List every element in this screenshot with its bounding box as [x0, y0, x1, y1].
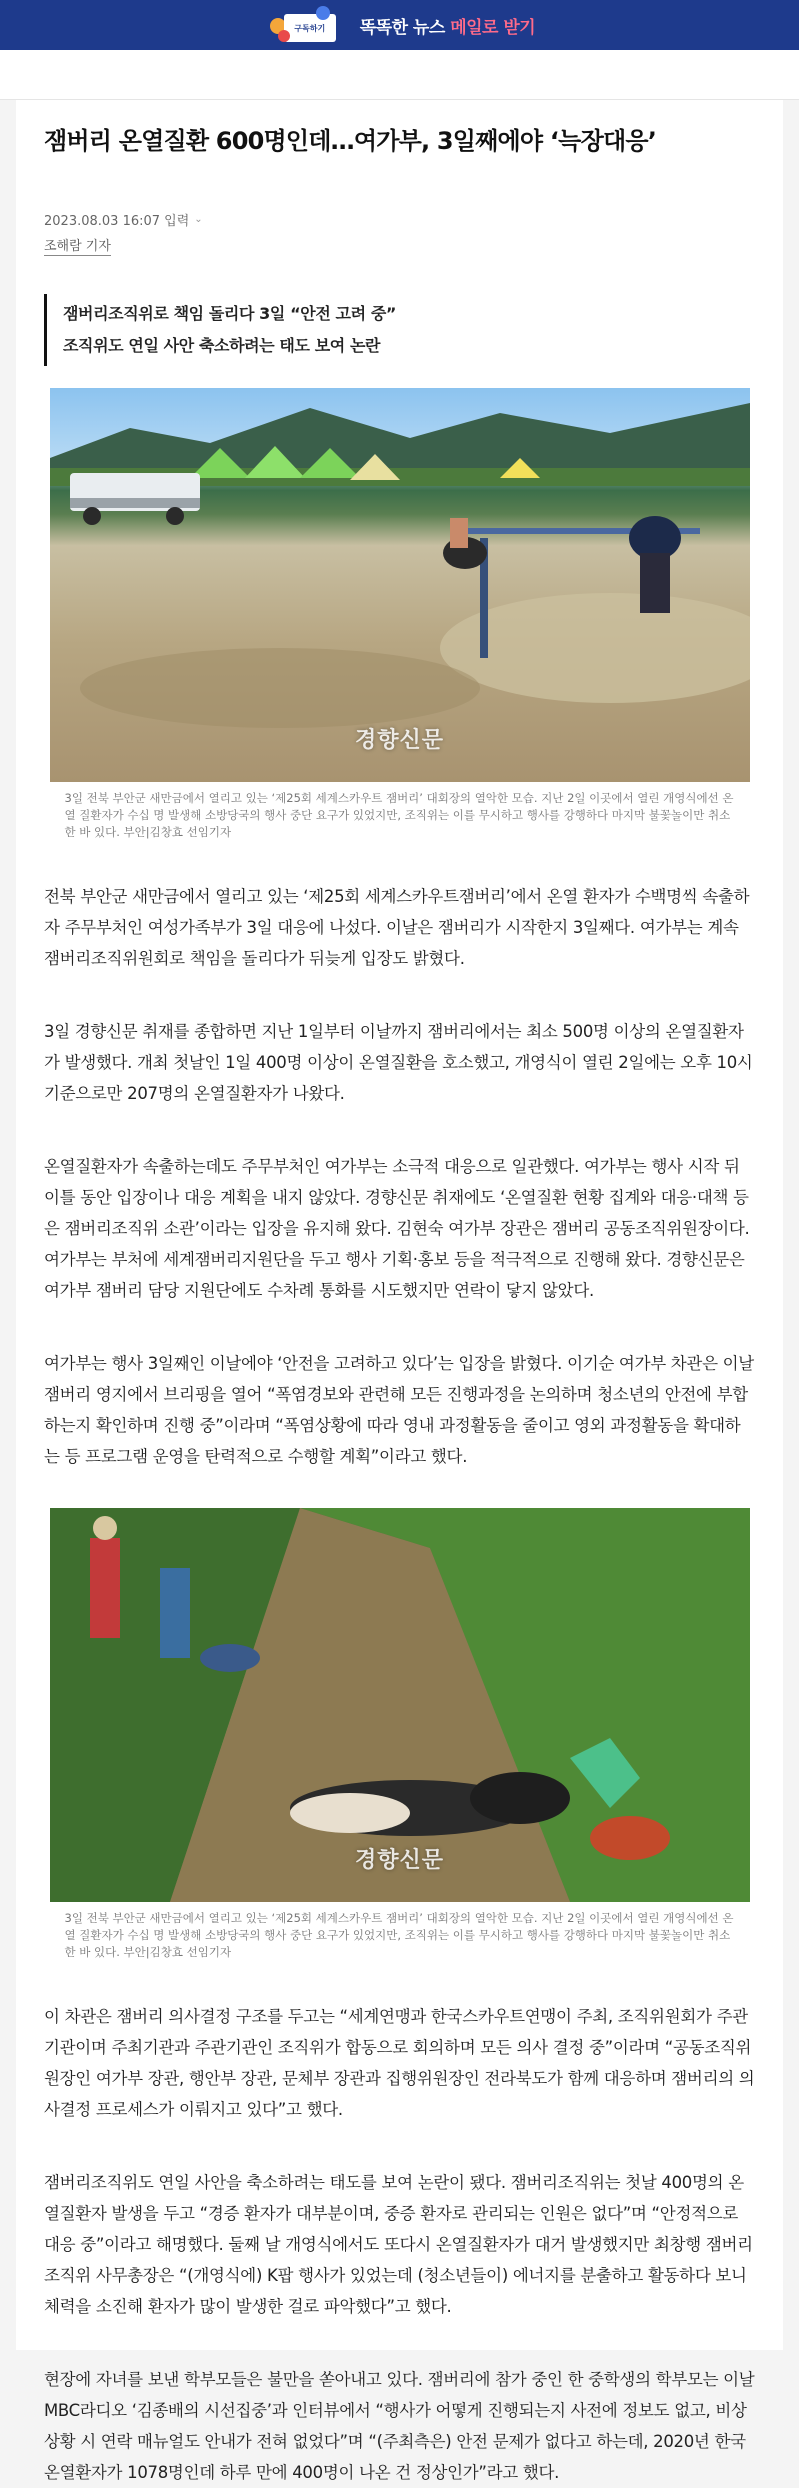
article-paragraph: 전북 부안군 새만금에서 열리고 있는 ‘제25회 세계스카우트잼버리’에서 온열 환자가 수백명씩 속출하자 주무부처인 여성가족부가 3일 대응에 나섰다. 이날은 잼버리가 시작한지 3일째다. 여가부는 계속 잼버리조직위원회로 책임을 돌리다가 뒤늦게 입장도 밝혔다. — [44, 887, 750, 968]
article-paragraph: 온열질환자가 속출하는데도 주무부처인 여가부는 소극적 대응으로 일관했다. 여가부는 행사 시작 뒤 이틀 동안 입장이나 대응 계획을 내지 않았다. 경향신문 취재에도 ‘온열질환 현황 집계와 대응·대책 등은 잼버리조직위 소관’이라는 입장을 유지해 왔다. 김현숙 여가부 장관은 잼버리 공동조직위원장이다. 여가부는 부처에 세계잼버리지원단을 두고 행사 기획·홍보 등을 적극적으로 진행해 왔다. 경향신문은 여가부 잼버리 담당 지원단에도 수차례 통화를 시도했지만 연락이 닿지 않았다. — [44, 1157, 750, 1300]
photo-caption: 3일 전북 부안군 새만금에서 열리고 있는 ‘제25회 세계스카우트 잼버리’ 대회장의 열악한 모습. 지난 2일 이곳에서 열린 개영식에선 온열 질환자가 수십 명 발생해 소방당국의 행사 중단 요구가 있었지만, 조직위는 이를 무시하고 행사를 강행하다 마지막 불꽃놀이만 취소한 바 있다. 부안|김창효 선임기자 — [64, 1911, 734, 1959]
article-byline[interactable]: 조해람 기자 — [44, 235, 111, 256]
banner-text-highlight: 메일로 받기 — [450, 17, 536, 38]
article-summary — [44, 294, 755, 366]
header-spacer — [0, 50, 799, 100]
photo-watermark: 경향신문 — [354, 1848, 445, 1873]
article-paragraph: 이 차관은 잼버리 의사결정 구조를 두고는 “세계연맹과 한국스카우트연맹이 주최, 조직위원회가 주관기관이며 주최기관과 주관기관인 조직위가 합동으로 회의하며 모든 의사 결정 중”이라며 “공동조직위원장인 여가부 장관, 행안부 장관, 문체부 장관과 집행위원장인 전라북도가 함께 대응하며 잼버리의 의사결정 프로세스가 이뤄지고 있다”고 했다. — [44, 2007, 755, 2119]
badge-label: 구독하기 — [284, 14, 336, 42]
article-headline: 잼버리 온열질환 600명인데…여가부, 3일째에야 ‘늑장대응’ — [44, 127, 657, 155]
article-container — [16, 100, 783, 2482]
article-date: 2023.08.03 16:07 입력 — [44, 214, 190, 229]
article-paragraph: 3일 경향신문 취재를 종합하면 지난 1일부터 이날까지 잼버리에서는 최소 500명 이상의 온열질환자가 발생했다. 개최 첫날인 1일 400명 이상이 온열질환을 호소했고, 개영식이 열린 2일에는 오후 10시 기준으로만 207명의 온열질환자가 나왔다. — [44, 1022, 753, 1103]
article-paragraph: 현장에 자녀를 보낸 학부모들은 불만을 쏟아내고 있다. 잼버리에 참가 중인 한 중학생의 학부모는 이날 MBC라디오 ‘김종배의 시선집중’과 인터뷰에서 “행사가 어떻게 진행되는지 사전에 정보도 없고, 비상상황 시 연락 매뉴얼도 안내가 전혀 없었다”며 “(주최측은) 안전 문제가 없다고 하는데, 2020년 한국 온열환자가 1078명인데 하루 만에 400명이 나온 건 정상인가”라고 했다. — [44, 2370, 755, 2482]
subscribe-badge-icon — [264, 6, 342, 44]
article-date-row[interactable] — [44, 210, 755, 229]
photo-caption: 3일 전북 부안군 새만금에서 열리고 있는 ‘제25회 세계스카우트 잼버리’ 대회장의 열악한 모습. 지난 2일 이곳에서 열린 개영식에선 온열 질환자가 수십 명 발생해 소방당국의 행사 중단 요구가 있었지만, 조직위는 이를 무시하고 행사를 강행하다 마지막 불꽃놀이만 취소한 바 있다. 부안|김창효 선임기자 — [64, 791, 734, 839]
article-photo-1 — [50, 388, 750, 782]
article-photo-2 — [50, 1508, 750, 1902]
chevron-down-icon[interactable]: ⌄ — [194, 214, 203, 225]
summary-line: 조직위도 연일 사안 축소하려는 태도 보여 논란 — [63, 336, 381, 355]
banner-text[interactable] — [360, 13, 535, 38]
banner-text-main: 똑똑한 뉴스 — [359, 17, 445, 38]
article-paragraph: 여가부는 행사 3일째인 이날에야 ‘안전을 고려하고 있다’는 입장을 밝혔다. 이기순 여가부 차관은 이날 잼버리 영지에서 브리핑을 열어 “폭염경보와 관련해 모든 진행과정을 논의하며 청소년의 안전에 부합하는지 확인하며 진행 중”이라며 “폭염상황에 따라 영내 과정활동을 줄이고 영외 과정활동을 확대하는 등 프로그램 운영을 탄력적으로 수행할 계획”이라고 했다. — [44, 1354, 754, 1466]
subscribe-banner[interactable] — [0, 0, 799, 50]
article-paragraph: 잼버리조직위도 연일 사안을 축소하려는 태도를 보여 논란이 됐다. 잼버리조직위는 첫날 400명의 온열질환자 발생을 두고 “경증 환자가 대부분이며, 중증 환자로 관리되는 인원은 없다”며 “안정적으로 대응 중”이라고 해명했다. 둘째 날 개영식에서도 또다시 온열질환자가 대거 발생했지만 최창행 잼버리조직위 사무총장은 “(개영식에) K팝 행사가 있었는데 (청소년들이) 에너지를 분출하고 활동하다 보니 체력을 소진해 환자가 많이 발생한 걸로 파악했다”고 했다. — [44, 2173, 753, 2316]
summary-line: 잼버리조직위로 책임 돌리다 3일 “안전 고려 중” — [63, 304, 396, 323]
photo-watermark: 경향신문 — [354, 728, 445, 753]
